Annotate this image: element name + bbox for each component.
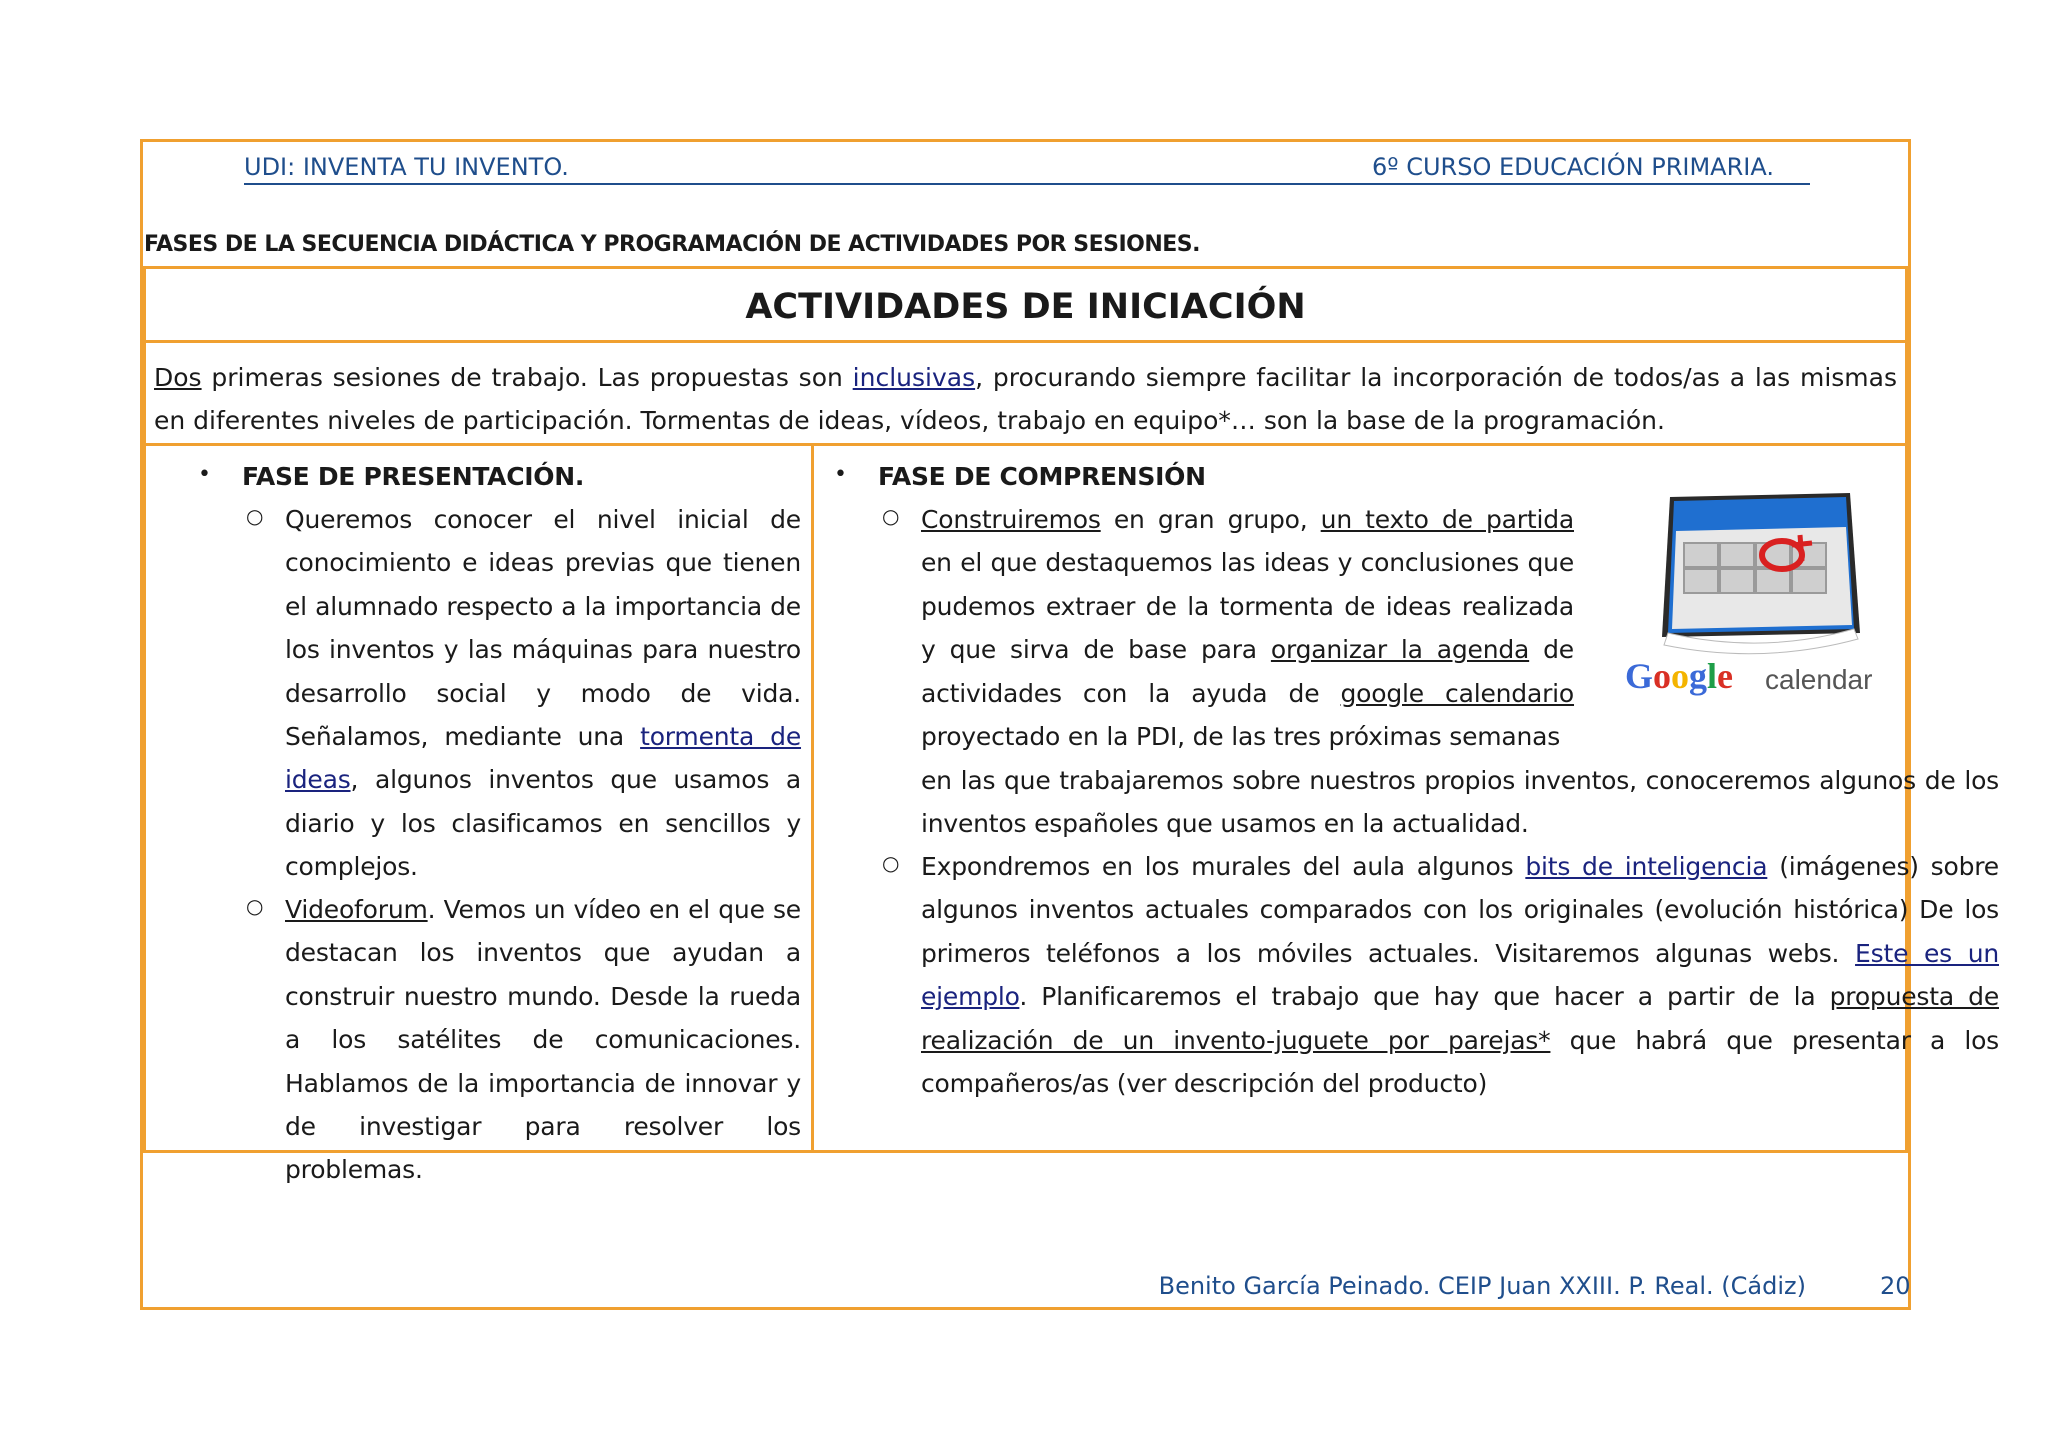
tormenta-de-ideas-link[interactable]: tormenta de ideas [285,722,802,795]
presentation-item-1 [285,498,801,889]
este-es-un-ejemplo-link[interactable]: Este es un ejemplo [921,938,1999,1012]
header-course: 6º CURSO EDUCACIÓN PRIMARIA. [1372,153,1774,181]
comprehension-text-8: que habrá que presentar a los compañeros/as (ver descripción del producto) [921,1025,2000,1099]
footer-author: Benito García Peinado. CEIP Juan XXIII. P. Real. (Cádiz) [1158,1272,1806,1300]
comprehension-text-6: (imágenes) sobre algunos inventos actuales comparados con los originales (evolución histórica) De los primeros teléfonos a los móviles actuales. Visitaremos algunas webs. [921,852,1999,968]
organizar-agenda-label: organizar la agenda [1270,635,1530,665]
videoforum-label: Videoforum [285,895,428,924]
presentation-heading: FASE DE PRESENTACIÓN. [242,462,585,491]
circle-bullet-icon: ○ [882,504,900,528]
comprehension-item-2 [921,845,1999,1105]
comprehension-text-5: Expondremos en los murales del aula algunos [921,852,1526,881]
bullet-icon: • [198,462,211,487]
intro-dos: Dos [154,363,202,392]
texto-de-partida-label: un texto de partida [1320,505,1574,534]
comprehension-text-4: proyectado en la PDI, de las tres próximas semanas [921,722,1561,752]
activities-title: ACTIVIDADES DE INICIACIÓN [745,287,1306,327]
circle-bullet-icon: ○ [882,851,900,875]
google-logo-text: Google [1625,656,1734,696]
google-calendario-label: google calendario [1340,678,1575,708]
inclusivas-link[interactable]: inclusivas [852,363,976,392]
intro-paragraph [154,356,1897,442]
section-title: FASES DE LA SECUENCIA DIDÁCTICA Y PROGRAMACIÓN DE ACTIVIDADES POR SESIONES. [144,232,1200,257]
comprehension-text-7: . Planificaremos el trabajo que hay que hacer a partir de la [1019,982,1830,1012]
circle-bullet-icon: ○ [246,894,264,918]
construiremos-label: Construiremos [921,505,1101,534]
presentation-text-2: , algunos inventos que usamos a diario y los clasificamos en sencillos y complejos. [285,765,801,882]
activities-title-box [143,266,1908,343]
intro-text-1: primeras sesiones de trabajo. Las propuestas son [201,363,853,392]
presentation-text-3: . Vemos un vídeo en el que se destacan los inventos que ayudan a construir nuestro mundo. Desde la rueda a los satélites de comunicaciones. Hablamos de la importancia de innovar y de investigar para resolver los problemas. [285,895,801,1185]
circle-bullet-icon: ○ [246,504,264,528]
comprehension-text-2: en el que destaquemos las ideas y conclusiones que pudemos extraer de la tormenta de ideas realizada y que sirva de base para [921,548,1574,665]
intro-text-2: , procurando siempre facilitar la incorporación de todos/as a las mismas en diferentes niveles de participación. Tormentas de ideas, vídeos, trabajo en equipo*… son la base de la programación. [154,363,1897,435]
calendar-logo-text: calendar [1765,664,1873,695]
comprehension-text-3: de actividades con la ayuda de [921,635,1574,708]
presentation-item-2 [285,888,801,1192]
header-underline [244,183,1810,185]
calendar-icon [1662,493,1860,654]
presentation-column [146,446,811,1185]
intro-box [143,340,1908,446]
comprehension-item-1 [921,498,1574,758]
propuesta-label: propuesta de realización de un invento-juguete por parejas* [921,982,1999,1055]
bullet-icon: • [834,462,847,487]
bits-de-inteligencia-link[interactable]: bits de inteligencia [1525,852,1768,881]
comprehension-item-1-continued: en las que trabajaremos sobre nuestros propios inventos, conoceremos algunos de los inventos españoles que usamos en la actualidad. [921,766,1999,839]
comprehension-heading: FASE DE COMPRENSIÓN [878,462,1206,491]
presentation-text-1: Queremos conocer el nivel inicial de conocimiento e ideas previas que tienen el alumnado respecto a la importancia de los inventos y las máquinas para nuestro desarrollo social y modo de vida. Señalamos, mediante una [285,505,801,752]
page-number: 20 [1880,1272,1911,1300]
comprehension-text-1: en gran grupo, [1100,505,1321,534]
header-unit-title: UDI: INVENTA TU INVENTO. [244,153,569,181]
